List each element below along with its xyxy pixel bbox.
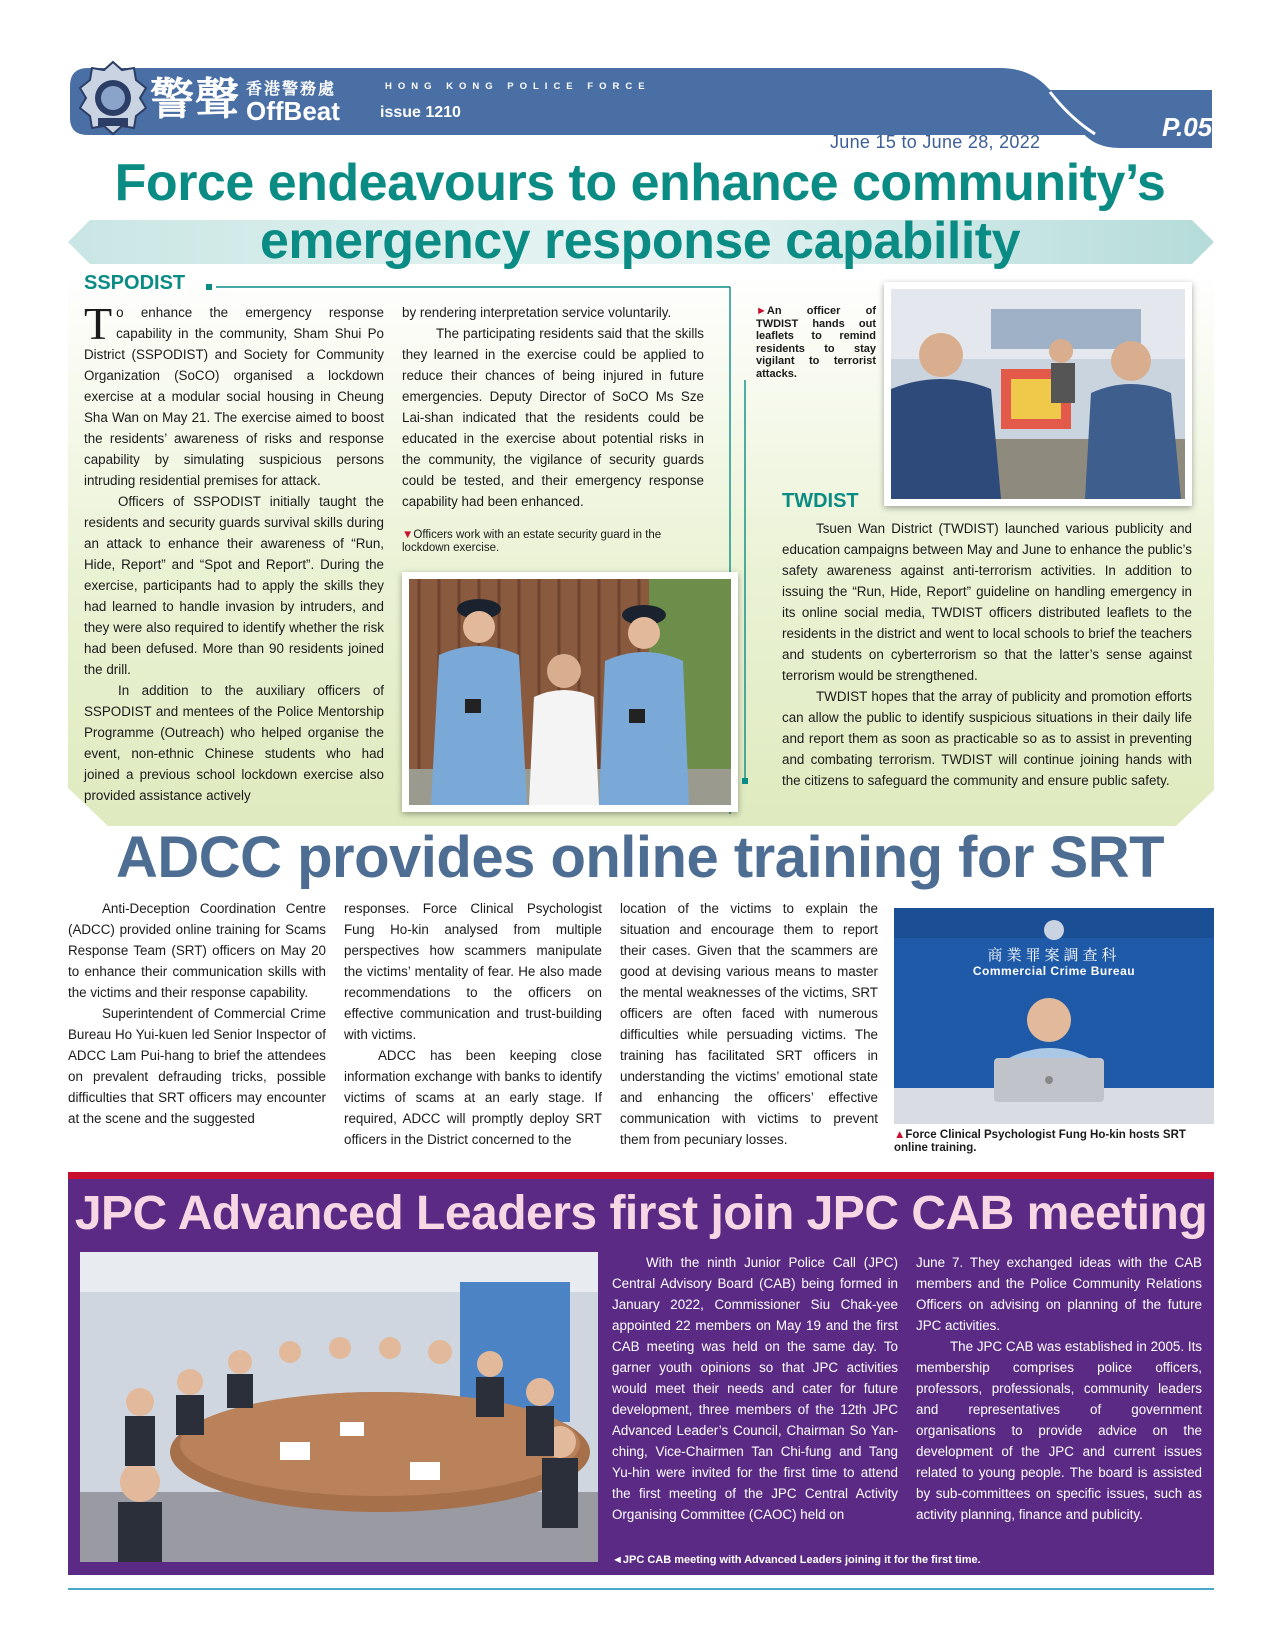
triangle-left-icon: ◄ bbox=[612, 1554, 623, 1566]
article2-column1 bbox=[68, 898, 326, 1129]
page-number: P.05 bbox=[1162, 112, 1213, 142]
article1-col1-p2: Officers of SSPODIST initially taught the residents and security guards survival skills during an attack to enhance their awareness of “Run, Hide, Report” and “Spot and Report”. During the exercise, participants had to apply the skills they had learned to handle invasion by intruders, and they were also required to identify whether the risk had been defused. More than 90 residents joined the drill. bbox=[84, 494, 384, 677]
masthead-issue: issue 1210 bbox=[380, 104, 461, 121]
caption-cab-meeting-text: JPC CAB meeting with Advanced Leaders joining it for the first time. bbox=[622, 1554, 981, 1566]
photo-lockdown-exercise bbox=[402, 572, 738, 812]
police-emblem-icon bbox=[78, 60, 148, 136]
triangle-up-icon: ▲ bbox=[894, 1129, 906, 1141]
sign-english: Commercial Crime Bureau bbox=[972, 964, 1136, 978]
triangle-right-icon: ► bbox=[756, 305, 767, 317]
article3-column1 bbox=[612, 1252, 898, 1525]
photo-online-training bbox=[894, 908, 1214, 1124]
caption-cab-meeting bbox=[612, 1554, 1202, 1567]
article1-col2-p1: by rendering interpretation service voluntarily. bbox=[402, 305, 672, 320]
article2-c1-p2: Superintendent of Commercial Crime Bureau Ho Yui-kuen led Senior Inspector of ADCC Lam Pui-hang to brief the attendees on prevalent defrauding tricks, possible difficulties that SRT officers may encounter at the scene and the suggested bbox=[68, 1006, 326, 1126]
article1-col1-p1: o enhance the emergency response capability in the community, Sham Shui Po District (SSPODIST) and Society for Community Organization (SoCO) organised a lockdown exercise at a modular social housing in Cheung Sha Wan on May 21. The exercise aimed to boost the residents’ awareness of risks and response capability by simulating suspicious persons intruding residential premises for attack. bbox=[84, 305, 384, 488]
sign-chinese: 商業罪案調查科 bbox=[987, 946, 1121, 964]
masthead bbox=[0, 0, 1280, 160]
caption-leaflets-text: An officer of TWDIST hands out leaflets to remind residents to stay vigilant to terrorist attacks. bbox=[756, 305, 876, 380]
footer-rule bbox=[68, 1588, 1214, 1590]
masthead-chinese-title: 警聲 bbox=[150, 74, 240, 125]
article2-c2-p1: responses. Force Clinical Psychologist Fung Ho-kin analysed from multiple perspectives how scammers manipulate the victims’ mentality of fear. He also made recommendations to the officers on effective communication and trust-building with victims. bbox=[344, 901, 602, 1042]
section-heading-twdist: TWDIST bbox=[782, 490, 859, 512]
article3-c1-p1: With the ninth Junior Police Call (JPC) Central Advisory Board (CAB) being formed in January 2022, Commissioner Siu Chak-yee appointed 22 members on May 19 and the first CAB meeting was held on the same day. To garner youth opinions so that JPC activities would meet their needs and cater for future development, three members of the 12th JPC Advanced Leader’s Council, Chairman So Yan-ching, Vice-Chairmen Tan Chi-fung and Tang Yu-hin were invited for the first time to attend the first meeting of the JPC Central Activity Organising Committee (CAOC) held on bbox=[612, 1255, 898, 1522]
twdist-p2: TWDIST hopes that the array of publicity and promotion efforts can allow the public to identify suspicious situations in their daily life and report them as soon as practicable so as to assist in preventing and combating terrorism. TWDIST will continue joining hands with the citizens to safeguard the community and ensure public safety. bbox=[782, 689, 1192, 788]
caption-online-training-text: Force Clinical Psychologist Fung Ho-kin hosts SRT online training. bbox=[894, 1129, 1186, 1154]
caption-guard-text: Officers work with an estate security guard in the lockdown exercise. bbox=[402, 529, 662, 554]
article3-column2 bbox=[916, 1252, 1202, 1525]
article1-column2 bbox=[402, 302, 704, 512]
article1-column1 bbox=[84, 298, 384, 806]
article2-c1-p1: Anti-Deception Coordination Centre (ADCC) provided online training for Scams Response Team (SRT) officers on May 20 to enhance their communication skills with the victims and their response capability. bbox=[68, 901, 326, 1000]
caption-leaflets bbox=[756, 305, 876, 380]
caption-guard bbox=[402, 529, 692, 555]
masthead-date: June 15 to June 28, 2022 bbox=[830, 132, 1041, 152]
article2-column2 bbox=[344, 898, 602, 1150]
article3-title: JPC Advanced Leaders first join JPC CAB meeting bbox=[74, 1187, 1208, 1240]
caption-online-training bbox=[894, 1129, 1214, 1155]
twdist-connector bbox=[738, 380, 758, 790]
article1-col2-p2: The participating residents said that the skills they learned in the exercise could be applied to reduce their chances of being injured in future emergencies. Deputy Director of SoCO Ms Sze Lai-shan indicated that the residents could be educated in the exercise about potential risks in the community, the vigilance of security guards could be tested, and their emergency response capability had been enhanced. bbox=[402, 326, 704, 509]
article3-red-rule bbox=[68, 1172, 1214, 1179]
article3-c2-p2: The JPC CAB was established in 2005. Its membership comprises police officers, professors, professionals, community leaders and representatives of government organisations to provide advice on the development of the JPC and current issues related to young people. The board is assisted by sub-committees on specific issues, such as activity planning, finance and publicity. bbox=[916, 1339, 1202, 1522]
photo-twdist-leaflets bbox=[884, 282, 1192, 506]
masthead-brand: OffBeat bbox=[246, 96, 340, 126]
article1-col1-p3: In addition to the auxiliary officers of SSPODIST and mentees of the Police Mentorship Programme (Outreach) who helped organise the event, non-ethnic Chinese students who had joined a previous school lockdown exercise also provided assistance actively bbox=[84, 683, 384, 803]
masthead-english-dept: HONG KONG POLICE FORCE bbox=[385, 81, 651, 92]
article2-c3-p1: location of the victims to explain the situation and encourage them to report their cases. Given that the scammers are good at devising various means to master the mental weaknesses of the victims, SRT officers are often faced with numerous difficulties while persuading victims. The training has facilitated SRT officers in understanding the victims’ emotional state and enhancing the officers’ effective communication with victims to prevent them from pecuniary losses. bbox=[620, 901, 878, 1147]
article2-c2-p2: ADCC has been keeping close information exchange with banks to identify victims of scams at an early stage. If required, ADCC will promptly deploy SRT officers in the District concerned to the bbox=[344, 1048, 602, 1147]
article3-c2-p1: June 7. They exchanged ideas with the CAB members and the Police Community Relations Officers on advising on planning of the future JPC activities. bbox=[916, 1255, 1202, 1333]
article1-title-line1: Force endeavours to enhance community’s bbox=[114, 154, 1166, 212]
section-heading-sspodist: SSPODIST bbox=[84, 272, 186, 294]
triangle-down-icon: ▼ bbox=[402, 529, 414, 541]
masthead-chinese-dept: 香港警務處 bbox=[246, 79, 337, 98]
dropcap: T bbox=[84, 298, 113, 349]
article2-column3 bbox=[620, 898, 878, 1150]
article1-title-line2: emergency response capability bbox=[259, 212, 1021, 270]
photo-cab-meeting bbox=[80, 1252, 598, 1562]
twdist-body bbox=[782, 518, 1192, 791]
article2-title: ADCC provides online training for SRT bbox=[115, 825, 1165, 890]
twdist-p1: Tsuen Wan District (TWDIST) launched various publicity and education campaigns between May and June to enhance the public’s safety awareness against anti-terrorism activities. In addition to issuing the “Run, Hide, Report” guideline on handling emergency in its online social media, TWDIST officers distributed leaflets to the residents in the district and went to local schools to brief the teachers and students on cyberterrorism so that the latter’s sense against terrorism would be strengthened. bbox=[782, 521, 1192, 683]
